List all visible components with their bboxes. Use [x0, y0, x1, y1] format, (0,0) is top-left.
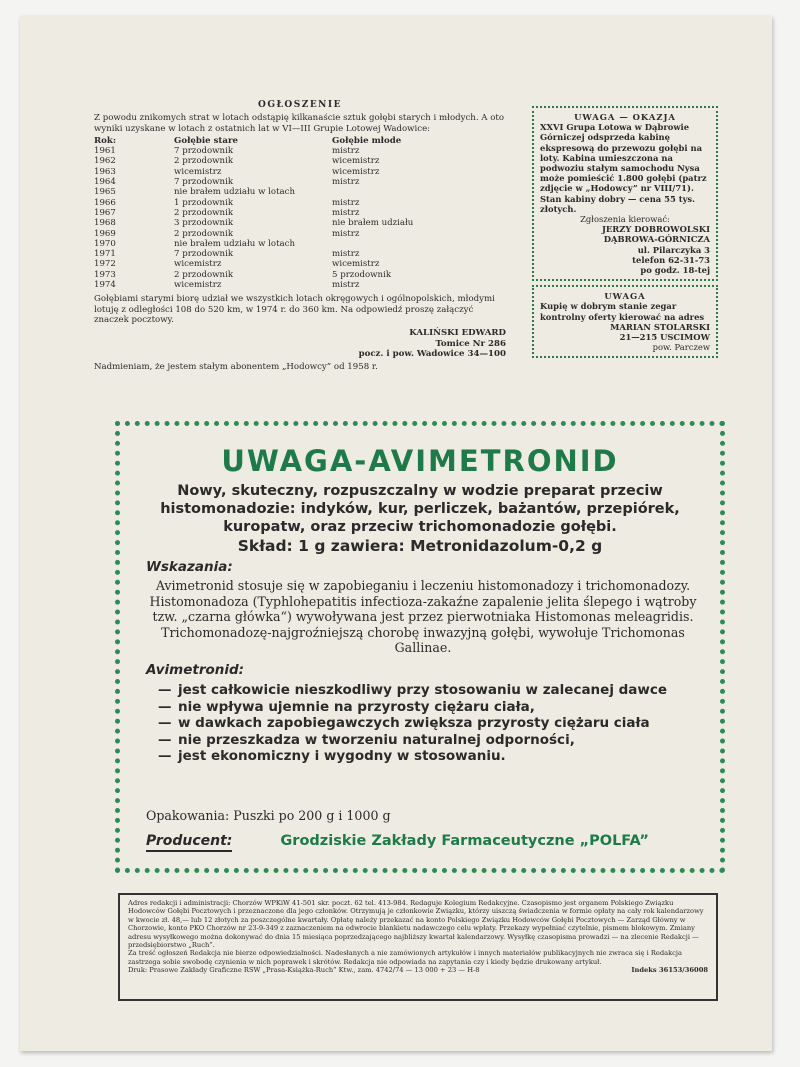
young-cell: mistrz [332, 197, 360, 208]
old-cell: 7 przodownik [174, 177, 234, 188]
magazine-page [20, 16, 772, 1051]
old-cell: 2 przodownik [174, 207, 234, 218]
year-cell: 1964 [94, 177, 116, 188]
table-row [94, 239, 506, 249]
okazja-box [532, 106, 718, 281]
table-row [94, 249, 506, 259]
table-row [94, 156, 506, 166]
imprint-footer [118, 893, 718, 1001]
list-item [158, 732, 680, 749]
year-cell: 1973 [94, 269, 116, 280]
okazja-contact-intro: Zgłoszenia kierować: [580, 214, 670, 225]
print-info: Druk: Prasowe Zakłady Graficzne RSW „Prasa-Książka-Ruch” Ktw., zam. 4742/74 — 13 000 + 23 — H-8 [128, 966, 480, 975]
list-item [158, 699, 680, 716]
ad-title: UWAGA-AVIMETRONID [221, 444, 619, 478]
old-cell: 7 przodownik [174, 146, 234, 157]
avimetronid-ad [115, 421, 725, 873]
benefit-text: nie wpływa ujemnie na przyrosty ciężaru ciała, [178, 698, 535, 715]
uwaga-address-1: 21—215 USCIMOW [619, 332, 710, 343]
table-row [94, 229, 506, 239]
signature-address-1: Tomice Nr 286 [435, 338, 506, 349]
uwaga-box [532, 285, 718, 358]
signature-address-2: pocz. i pow. Wadowice 34—100 [358, 348, 506, 359]
announcement [94, 100, 506, 372]
old-cell: wicemistrz [174, 280, 222, 291]
producer-label: Producent: [146, 833, 232, 852]
ad-packaging: Opakowania: Puszki po 200 g i 1000 g [146, 808, 391, 823]
ad-indications-text: Avimetronid stosuje się w zapobieganiu i leczeniu histomonadozy i trichomonadozy. Histomonadoza (Typhlohepatitis infectioza-zakaźne zapalenie jelita ślepego i wątroby tzw. „czarna główka“) wywoływana jest przez pierwotniaka Histomonas meleagridis. Trichomonadozę-najgroźniejszą chorobę inwazyjną gołębi, wywołuje Trichomonas Gallinae. [149, 578, 697, 655]
young-cell: wicemistrz [332, 156, 380, 167]
ad-avimetronid-label: Avimetronid: [146, 662, 245, 678]
list-item [158, 682, 680, 699]
year-cell: 1974 [94, 280, 116, 291]
young-cell: mistrz [332, 228, 360, 239]
year-cell: 1967 [94, 207, 116, 218]
table-row [94, 167, 506, 177]
okazja-contact-name: JERZY DOBROWOLSKI [601, 224, 710, 235]
right-column [532, 106, 718, 358]
table-row [94, 146, 506, 156]
table-row [94, 187, 506, 197]
list-item [158, 748, 680, 765]
young-cell: mistrz [332, 177, 360, 188]
benefit-text: nie przeszkadza w tworzeniu naturalnej odporności, [178, 731, 575, 748]
young-cell: mistrz [332, 207, 360, 218]
benefit-text: jest całkowicie nieszkodliwy przy stosowaniu w zalecanej dawce [178, 682, 668, 698]
year-cell: 1972 [94, 259, 116, 270]
table-row [94, 270, 506, 280]
okazja-body: XXVI Grupa Lotowa w Dąbrowie Górniczej odsprzeda kabinę ekspresową do przewozu gołębi na loty. Kabina umieszczona na podwoziu stałym samochodu Nysa może pomieścić 1.800 gołębi (patrz zdjęcie w „Hodowcy” nr VIII/71). Stan kabiny dobry — cena 55 tys. złotych. [540, 122, 707, 214]
results-table-header [94, 136, 506, 146]
ad-indications-label: Wskazania: [146, 559, 233, 575]
table-row [94, 259, 506, 269]
old-cell: wicemistrz [174, 166, 222, 177]
ad-composition: Skład: 1 g zawiera: Metronidazolum-0,2 g [237, 537, 603, 555]
old-cell: 2 przodownik [174, 269, 234, 280]
list-item [158, 715, 680, 732]
year-cell: 1963 [94, 166, 116, 177]
old-cell: 2 przodownik [174, 156, 234, 167]
young-cell: nie brałem udziału [332, 218, 414, 229]
table-row [94, 198, 506, 208]
signature-name: KALIŃSKI EDWARD [409, 328, 506, 339]
old-cell: 2 przodownik [174, 228, 234, 239]
young-cell: wicemistrz [332, 259, 380, 270]
producer-name: Grodziskie Zakłady Farmaceutyczne „POLFA” [280, 833, 649, 849]
dash: — [158, 715, 172, 731]
year-cell: 1970 [94, 238, 116, 249]
young-cell: 5 przodownik [332, 269, 392, 280]
year-cell: 1968 [94, 218, 116, 229]
ad-lead: Nowy, skuteczny, rozpuszczalny w wodzie preparat przeciw histomonadozie: indyków, kur, perliczek, bażantów, przepiórek, kuropatw, oraz przeciw trichomonadozie gołębi. [160, 483, 680, 535]
okazja-contact-street: ul. Pilarczyka 3 [637, 244, 710, 255]
young-cell: mistrz [332, 280, 360, 291]
old-cell: wicemistrz [174, 259, 222, 270]
benefit-text: w dawkach zapobiegawczych zwiększa przyrosty ciężaru ciała [178, 715, 650, 731]
ad-producer [146, 833, 649, 852]
uwaga-title: UWAGA [604, 291, 646, 302]
header-year: Rok: [94, 135, 117, 146]
old-cell: 7 przodownik [174, 249, 234, 260]
span-cell: nie brałem udziału w lotach [174, 238, 296, 249]
announcement-tail: Gołębiami starymi biorę udział we wszystkich lotach okręgowych i ogólnopolskich, młodymi lotuję z odległości 108 do 520 km, w 1974 r. do 360 km. Na odpowiedź proszę załączyć znaczek pocztowy. [94, 294, 495, 325]
okazja-contact-phone: telefon 62-31-73 [632, 254, 710, 265]
announcement-intro: Z powodu znikomych strat w lotach odstąpię kilkanaście sztuk gołębi starych i młodych. A oto wyniki uzyskane w lotach z ostatnich lat w VI—III Grupie Lotowej Wadowice: [94, 113, 505, 134]
imprint-paragraph-2: Za treść ogłoszeń Redakcja nie bierze odpowiedzialności. Nadesłanych a nie zamówionych artykułów i innych materiałów publikacyjnych nie zwraca się i Redakcja zastrzega sobie swobodę czynienia w nich poprawek i skrótów. Redakcja nie odpowiada na zapytania czy i kiedy będzie drukowany artykuł. [128, 949, 682, 966]
year-cell: 1971 [94, 249, 116, 260]
young-cell: mistrz [332, 146, 360, 157]
index-number: Indeks 36153/36008 [631, 966, 708, 975]
imprint-paragraph-1: Adres redakcji i administracji: Chorzów WPKiW 41-501 skr. poczt. 62 tel. 413-984. Redaguje Kolegium Redakcyjne. Czasopismo jest organem Polskiego Związku Hodowców Gołębi Pocztowych i przeznaczone dla jego członków. Otrzymują je członkowie Związku, którzy uiszczą świadczenia w formie opłaty na cały rok kalendarzowy w kwocie zł. 48,— lub 12 złotych za poszczególne kwartały. Opłatę należy przekazać na konto Polskiego Związku Hodowców Gołębi Pocztowych — Zarząd Główny w Chorzowie, konto PKO Chorzów nr 23-9-349 z zaznaczeniem na odwrocie blankietu nadawczego celu wpłaty. Przekazy wypełniać czytelnie, pismem blokowym. Zmiany adresu wysyłkowego można dokonywać do dnia 15 miesiąca poprzedzającego najbliższy kwartał kalendarzowy. Wysyłkę czasopisma prowadzi — na zlecenie Redakcji — przedsiębiorstwo „Ruch”. [128, 899, 704, 950]
year-cell: 1962 [94, 156, 116, 167]
table-row [94, 208, 506, 218]
table-row [94, 218, 506, 228]
uwaga-body: Kupię w dobrym stanie zegar kontrolny oferty kierować na adres [540, 301, 705, 322]
span-cell: nie brałem udziału w lotach [174, 187, 296, 198]
year-cell: 1965 [94, 187, 116, 198]
benefit-text: jest ekonomiczny i wygodny w stosowaniu. [178, 748, 506, 764]
okazja-contact-city: DĄBROWA-GÓRNICZA [603, 234, 710, 245]
dash: — [158, 731, 172, 748]
year-cell: 1966 [94, 197, 116, 208]
table-row [94, 280, 506, 290]
young-cell: wicemistrz [332, 166, 380, 177]
table-row [94, 177, 506, 187]
header-old: Gołębie stare [174, 135, 238, 146]
young-cell: mistrz [332, 249, 360, 260]
dash: — [158, 748, 172, 764]
okazja-contact-hours: po godz. 18-tej [640, 265, 710, 276]
dash: — [158, 698, 172, 715]
results-table [94, 136, 506, 290]
uwaga-name: MARIAN STOLARSKI [610, 321, 710, 332]
imprint-print-line [128, 966, 708, 974]
subscriber-note: Nadmieniam, że jestem stałym abonentem „Hodowcy” od 1958 r. [94, 362, 378, 373]
year-cell: 1969 [94, 228, 116, 239]
dash: — [158, 682, 172, 698]
old-cell: 3 przodownik [174, 218, 234, 229]
ad-benefits-list [158, 682, 680, 765]
header-young: Gołębie młode [332, 135, 402, 146]
old-cell: 1 przodownik [174, 197, 234, 208]
announcement-heading: OGŁOSZENIE [258, 100, 342, 110]
year-cell: 1961 [94, 146, 116, 157]
okazja-title: UWAGA — OKAZJA [574, 112, 676, 122]
uwaga-address-2: pow. Parczew [652, 342, 710, 353]
